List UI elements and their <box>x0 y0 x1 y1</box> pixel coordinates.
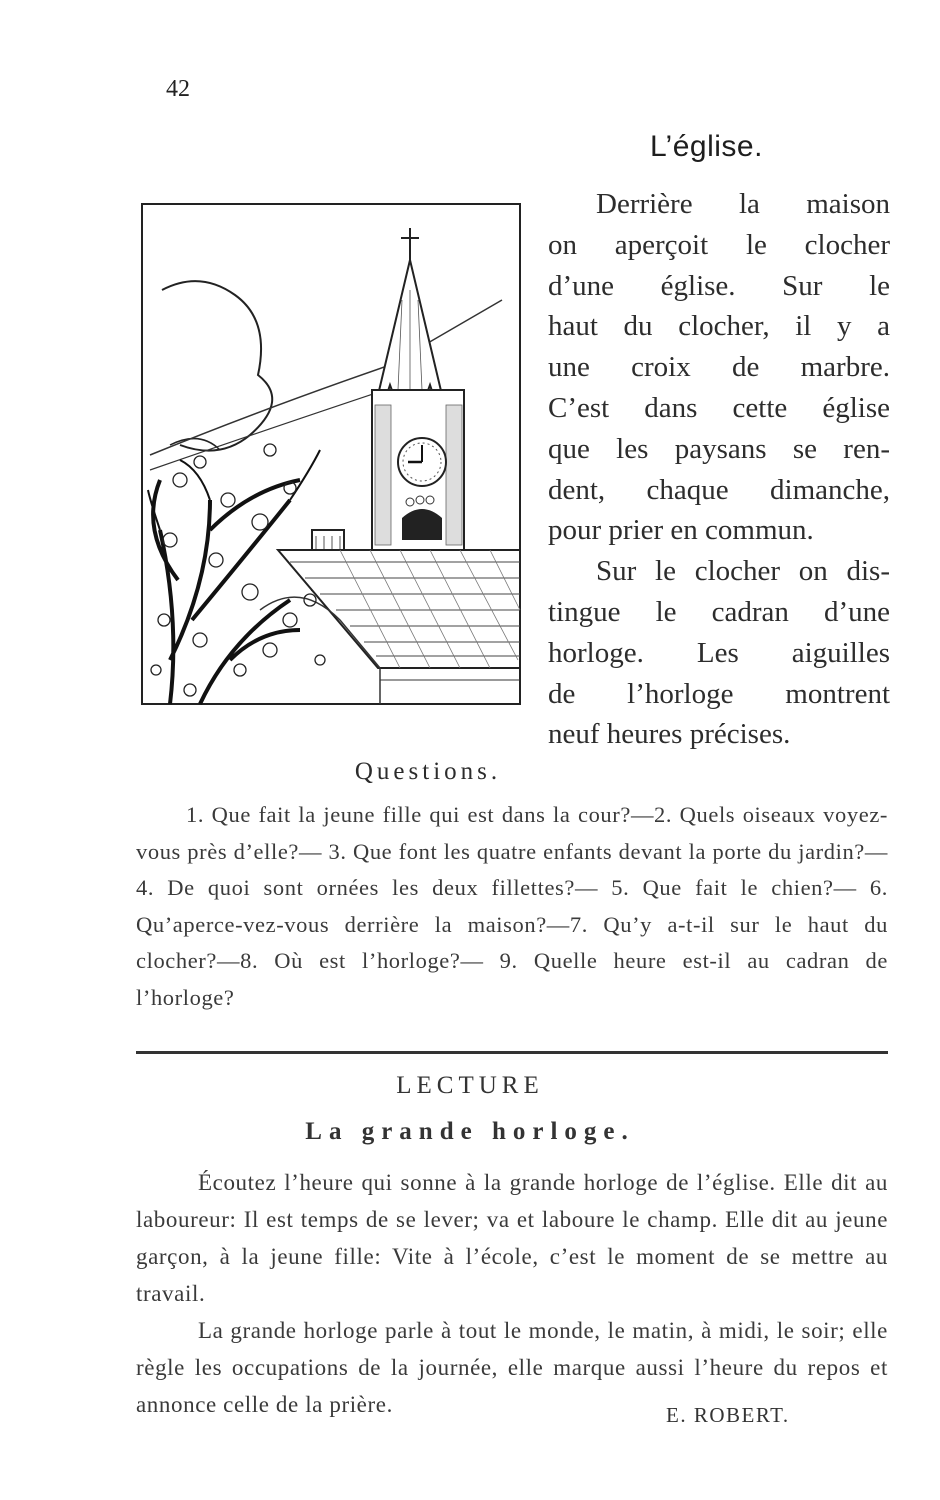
story-line: neuf heures précises. <box>548 718 791 751</box>
author-signature: E. ROBERT. <box>666 1403 790 1427</box>
story-line: Sur le clocher on dis- <box>596 555 890 588</box>
story-line: pour prier en commun. <box>548 514 814 547</box>
story-line: Derrière la maison <box>596 188 890 220</box>
story-line: d’une église. Sur le <box>548 269 890 302</box>
lecture-title: La grande horloge. <box>305 1118 635 1145</box>
reading-text <box>136 1164 888 1423</box>
story-line: tingue le cadran d’une <box>548 595 890 628</box>
church-illustration <box>140 200 522 708</box>
lecture-heading: LECTURE <box>396 1072 544 1099</box>
questions-heading: Questions. <box>354 758 502 785</box>
lesson-title: L’église. <box>650 130 763 163</box>
reading-paragraph: La grande horloge parle à tout le monde, le matin, à midi, le soir; elle règle les occupations de la journée, elle marque aussi l’heure du repos et annonce celle de la prière. <box>136 1318 888 1417</box>
story-line: dent, chaque dimanche, <box>548 473 890 506</box>
story-line: horloge. Les aiguilles <box>548 636 890 669</box>
story-line: haut du clocher, il y a <box>548 310 890 343</box>
story-text <box>548 184 890 755</box>
story-line: une croix de marbre. <box>548 351 890 384</box>
story-line: de l’horloge montrent <box>548 677 890 710</box>
story-line: on aperçoit le clocher <box>548 228 890 261</box>
story-line: que les paysans se ren- <box>548 432 890 465</box>
page-number: 42 <box>166 76 190 102</box>
section-divider <box>136 1051 888 1054</box>
story-line: C’est dans cette église <box>548 391 890 424</box>
questions-text: 1. Que fait la jeune fille qui est dans la cour?—2. Quels oiseaux voyez-vous près d’elle?— 3. Que font les quatre enfants devant la porte du jardin?—4. De quoi sont ornées les deux fillettes?— 5. Que fait le chien?— 6. Qu’aperce-vez-vous derrière la maison?—7. Qu’y a-t-il sur le haut du clocher?—8. Où est l’horloge?— 9. Quelle heure est-il au cadran de l’horloge? <box>136 802 888 1010</box>
reading-paragraph: Écoutez l’heure qui sonne à la grande horloge de l’église. Elle dit au laboureur: Il est temps de se lever; va et laboure le champ. Elle dit au jeune garçon, à la jeune fille: Vite à l’école, c’est le moment de se mettre au travail. <box>136 1170 888 1306</box>
